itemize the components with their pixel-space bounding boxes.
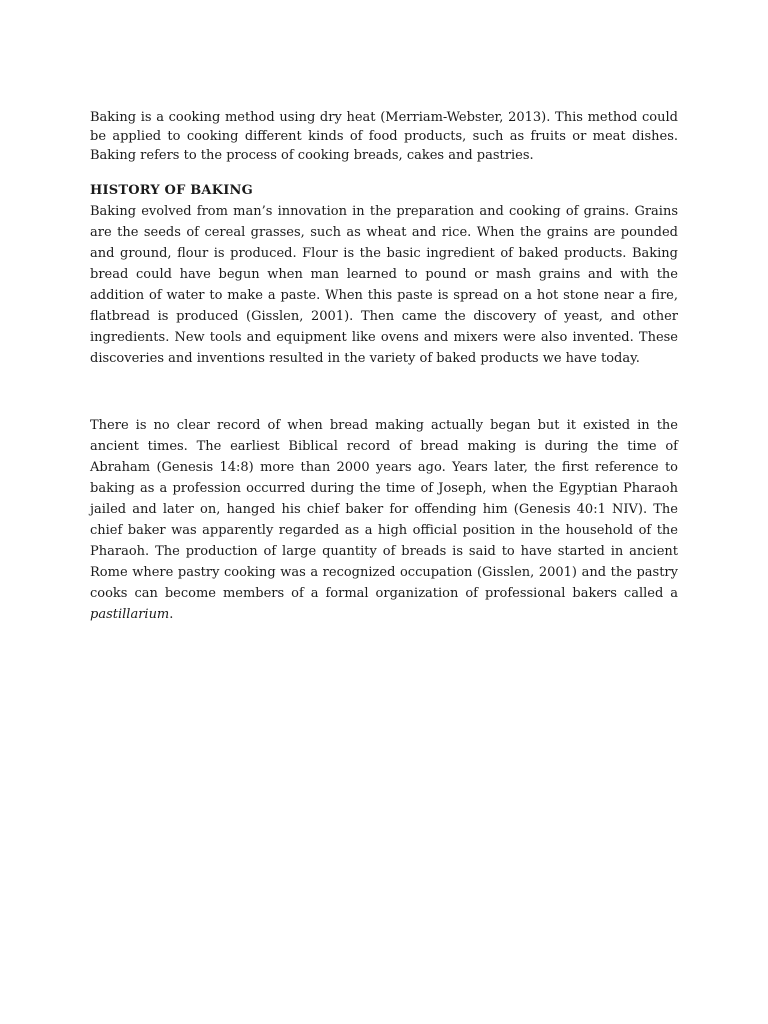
pastillarium-term: pastillarium: [90, 607, 170, 622]
section-heading: HISTORY OF BAKING: [90, 183, 253, 198]
history-paragraph-2-text: There is no clear record of when bread making actually began but it existed in the ancient times. The earliest Biblical record of bread making is during the time of Abraham (Genesis 14:8) more than 2000 years ago. Years later, the first reference to baking as a profession occurred during the time of Joseph, when the Egyptian Pharaoh jailed and later on, hanged his chief baker for offending him (Genesis 40:1 NIV). The chief baker was apparently regarded as a high official position in the household of the Pharaoh. The production of large quantity of breads is said to have started in ancient Rome where pastry cooking was a recognized occupation (Gisslen, 2001) and the pastry cooks can become members of a formal organization of professional bakers called a: [90, 418, 678, 601]
document-page: [90, 108, 678, 625]
history-paragraph-1: Baking evolved from man’s innovation in the preparation and cooking of grains. Grains are the seeds of cereal grasses, such as wheat and rice. When the grains are pounded and ground, flour is produced. Flour is the basic ingredient of baked products. Baking bread could have begun when man learned to pound or mash grains and with the addition of water to make a paste. When this paste is spread on a hot stone near a fire, flatbread is produced (Gisslen, 2001). Then came the discovery of yeast, and other ingredients. New tools and equipment like ovens and mixers were also invented. These discoveries and inventions resulted in the variety of baked products we have today.: [90, 204, 678, 366]
history-paragraph-2-end: .: [169, 607, 174, 622]
history-paragraph-2: [90, 415, 678, 625]
intro-paragraph: Baking is a cooking method using dry heat (Merriam-Webster, 2013). This method could be applied to cooking different kinds of food products, such as fruits or meat dishes. Baking refers to the process of cooking breads, cakes and pastries.: [90, 110, 678, 163]
paragraph-gap: [90, 369, 678, 415]
